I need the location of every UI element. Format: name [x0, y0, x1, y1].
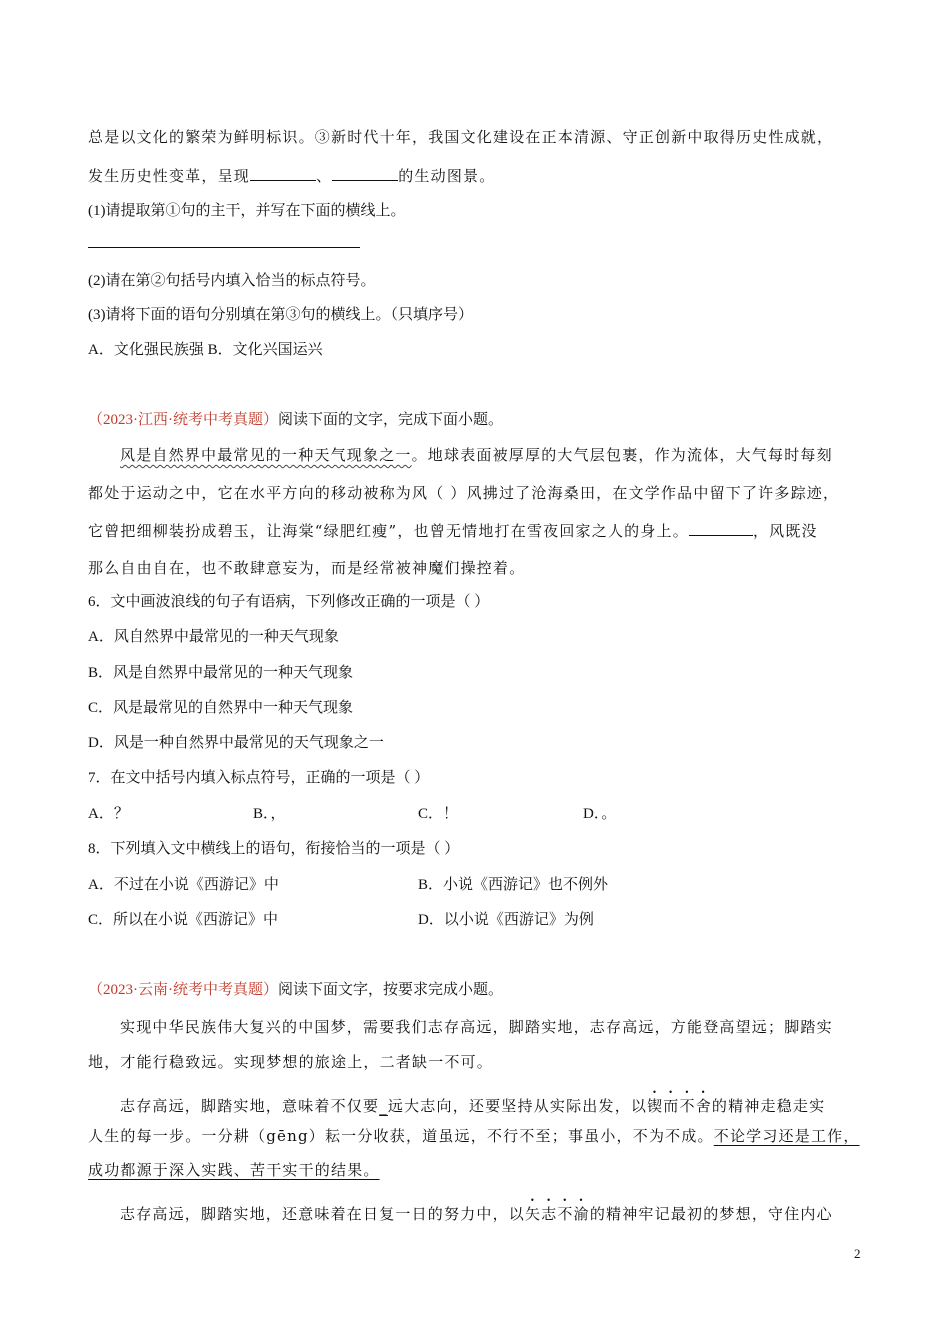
q6-option-d: D．风是一种自然界中最常见的天气现象之一 [88, 735, 384, 751]
q6-option-b: B．风是自然界中最常见的一种天气现象 [88, 665, 354, 681]
section2-header [88, 410, 503, 430]
passage2-line1: 风是自然界中最常见的一种天气现象之一。地球表面被厚厚的大气层包裹，作为流体，大气每时每刻 [120, 446, 833, 464]
question-3: (3)请将下面的语句分别填在第③句的横线上。（只填序号） [88, 307, 473, 323]
passage3-line6: 志存高远，脚踏实地，还意味着在日复一日的努力中，以矢志不渝的精神牢记最初的梦想，守住内心 [120, 1205, 833, 1223]
q6-option-a: A．风自然界中最常见的一种天气现象 [88, 629, 339, 645]
answer-blank [332, 166, 398, 181]
answer-blank [689, 521, 753, 536]
question-6: 6．文中画波浪线的句子有语病，下列修改正确的一项是（ ） [88, 594, 490, 610]
answer-line [88, 247, 360, 248]
page-number: 2 [854, 1246, 861, 1261]
passage2-line3: 它曾把细柳装扮成碧玉，让海棠“绿肥红瘦”，也曾无情地打在雪夜回家之人的身上。 ，风既没 [88, 522, 818, 540]
passage3-line2: 地，才能行稳致远。实现梦想的旅途上，二者缺一不可。 [88, 1053, 494, 1071]
underlined-sentence: 不论学习还是工作， [713, 1127, 860, 1145]
question-8: 8．下列填入文中横线上的语句，衔接恰当的一项是（ ） [88, 841, 460, 857]
q8-option-a: A．不过在小说《西游记》中 [88, 877, 279, 893]
q8-option-d: D．以小说《西游记》为例 [418, 912, 594, 928]
passage3-line5 [88, 1160, 380, 1180]
passage3-line3: 志存高远，脚踏实地，意味着不仅要_远大志向，还要坚持从实际出发，以锲而不舍的精神走稳走实 [120, 1097, 826, 1115]
question-7: 7．在文中括号内填入标点符号，正确的一项是（ ） [88, 770, 430, 786]
q7-option-a: A．？ [88, 806, 129, 822]
underlined-sentence: 成功都源于深入实践、苦干实干的结果。 [88, 1161, 380, 1179]
source-tag: （2023·云南·统考中考真题） [88, 982, 278, 998]
q7-option-c: C．！ [418, 806, 459, 822]
question-3-options: A．文化强民族强 B．文化兴国运兴 [88, 342, 323, 358]
passage1-line1: 总是以文化的繁荣为鲜明标识。③新时代十年，我国文化建设在正本清源、守正创新中取得历史性成就， [88, 128, 834, 146]
question-2: (2)请在第②句括号内填入恰当的标点符号。 [88, 273, 376, 289]
passage1-line2: 发生历史性变革，呈现 、 的生动图景。 [88, 167, 496, 185]
passage2-line4: 那么自由自在，也不敢肆意妄为，而是经常被神魔们操控着。 [88, 559, 526, 577]
instruction: 阅读下面文字，按要求完成小题。 [278, 982, 504, 998]
emphasized-idiom: 矢志不渝 [525, 1205, 590, 1223]
passage3-line4: 人生的每一步。一分耕（gēng）耘一分收获，道虽远，不行不至；事虽小，不为不成。不论学习还是工作， [88, 1127, 860, 1145]
q8-option-b: B．小说《西游记》也不例外 [418, 877, 609, 893]
wavy-sentence: 风是自然界中最常见的一种天气现象之一 [120, 446, 412, 464]
q6-option-c: C．风是最常见的自然界中一种天气现象 [88, 700, 354, 716]
instruction: 阅读下面的文字，完成下面小题。 [278, 412, 504, 428]
question-1: (1)请提取第①句的主干，并写在下面的横线上。 [88, 203, 406, 219]
q7-option-d: D．。 [583, 806, 617, 822]
section3-header [88, 980, 503, 1000]
q8-option-c: C．所以在小说《西游记》中 [88, 912, 279, 928]
source-tag: （2023·江西·统考中考真题） [88, 412, 278, 428]
passage2-line2: 都处于运动之中，它在水平方向的移动被称为风（ ）风拂过了沧海桑田，在文学作品中留下了许多踪迹， [88, 484, 840, 502]
passage3-line1: 实现中华民族伟大复兴的中国梦，需要我们志存高远，脚踏实地，志存高远，方能登高望远；脚踏实 [120, 1018, 833, 1036]
emphasized-idiom: 锲而不舍 [647, 1097, 712, 1115]
answer-blank [250, 166, 316, 181]
q7-option-b: B．， [253, 806, 286, 822]
